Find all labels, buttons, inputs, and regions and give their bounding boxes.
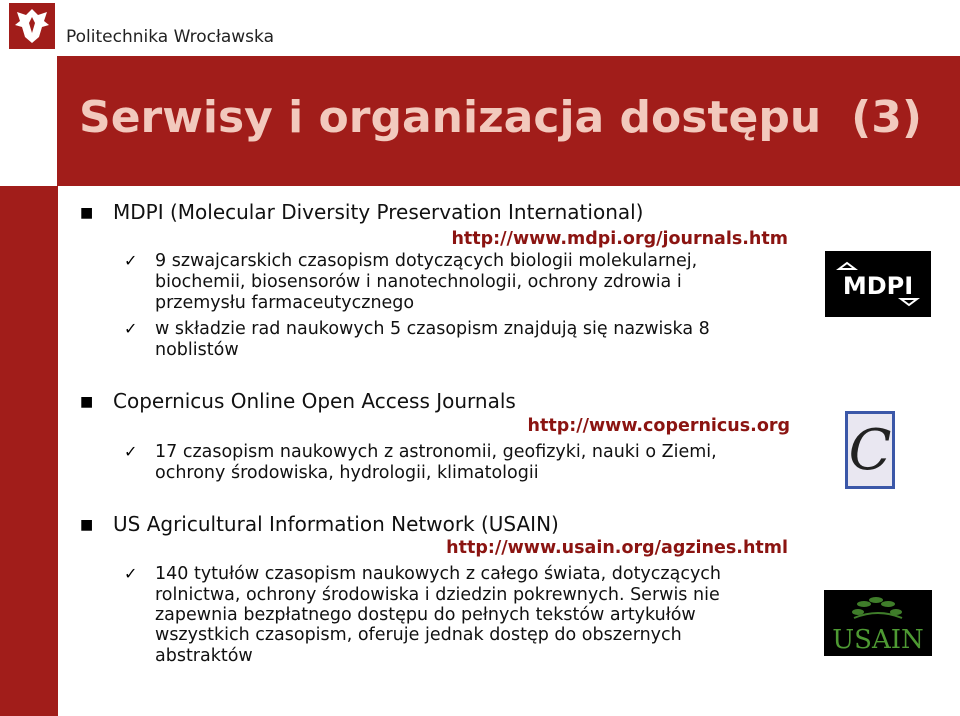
university-name: Politechnika Wrocławska: [66, 27, 274, 47]
point-text-line: 17 czasopism naukowych z astronomii, geofizyki, nauki o Ziemi,: [155, 442, 717, 462]
checkmark-icon: ✓: [124, 442, 138, 461]
usain-logo-text: USAIN: [832, 625, 924, 655]
point-text-line: biochemii, biosensorów i nanotechnologii, ochrony zdrowia i: [155, 272, 682, 292]
point-text-line: noblistów: [155, 340, 239, 360]
section-heading-copernicus: Copernicus Online Open Access Journals: [113, 389, 516, 413]
bullet-square-icon: ■: [80, 205, 94, 221]
section-heading-usain: US Agricultural Information Network (USAIN): [113, 512, 559, 536]
point-text-line: w składzie rad naukowych 5 czasopism znajdują się nazwiska 8: [155, 319, 710, 339]
mdpi-logo-text: MDPI: [842, 272, 914, 300]
point-text-line: 9 szwajcarskich czasopism dotyczących biologii molekularnej,: [155, 251, 698, 271]
point-text-line: abstraktów: [155, 646, 253, 666]
slide-number: (3): [851, 92, 922, 143]
url-usain[interactable]: http://www.usain.org/agzines.html: [446, 538, 788, 558]
copernicus-logo: [845, 411, 895, 489]
checkmark-icon: ✓: [124, 564, 138, 583]
mdpi-logo: [825, 251, 931, 317]
url-copernicus[interactable]: http://www.copernicus.org: [527, 416, 790, 436]
checkmark-icon: ✓: [124, 319, 138, 338]
point-text-line: ochrony środowiska, hydrologii, klimatologii: [155, 463, 539, 483]
point-text-line: rolnictwa, ochrony środowiska i dziedzin pokrewnych. Serwis nie: [155, 585, 720, 605]
copernicus-logo-letter: C: [848, 418, 892, 483]
university-logo: [9, 3, 55, 49]
url-mdpi[interactable]: http://www.mdpi.org/journals.htm: [451, 229, 788, 249]
point-text-line: wszystkich czasopism, oferuje jednak dostęp do obszernych: [155, 625, 682, 645]
usain-logo: [824, 590, 932, 656]
bullet-square-icon: ■: [80, 517, 94, 533]
bullet-square-icon: ■: [80, 394, 94, 410]
point-text-line: zapewnia bezpłatnego dostępu do pełnych tekstów artykułów: [155, 605, 696, 625]
left-sidebar-band: [0, 186, 58, 716]
section-heading-mdpi: MDPI (Molecular Diversity Preservation International): [113, 200, 644, 224]
eagle-crest-icon: [9, 3, 55, 49]
point-text-line: 140 tytułów czasopism naukowych z całego świata, dotyczących: [155, 564, 722, 584]
checkmark-icon: ✓: [124, 251, 138, 270]
point-text-line: przemysłu farmaceutycznego: [155, 293, 415, 313]
slide-title: [79, 92, 922, 143]
slide-title-text: Serwisy i organizacja dostępu: [79, 92, 822, 143]
